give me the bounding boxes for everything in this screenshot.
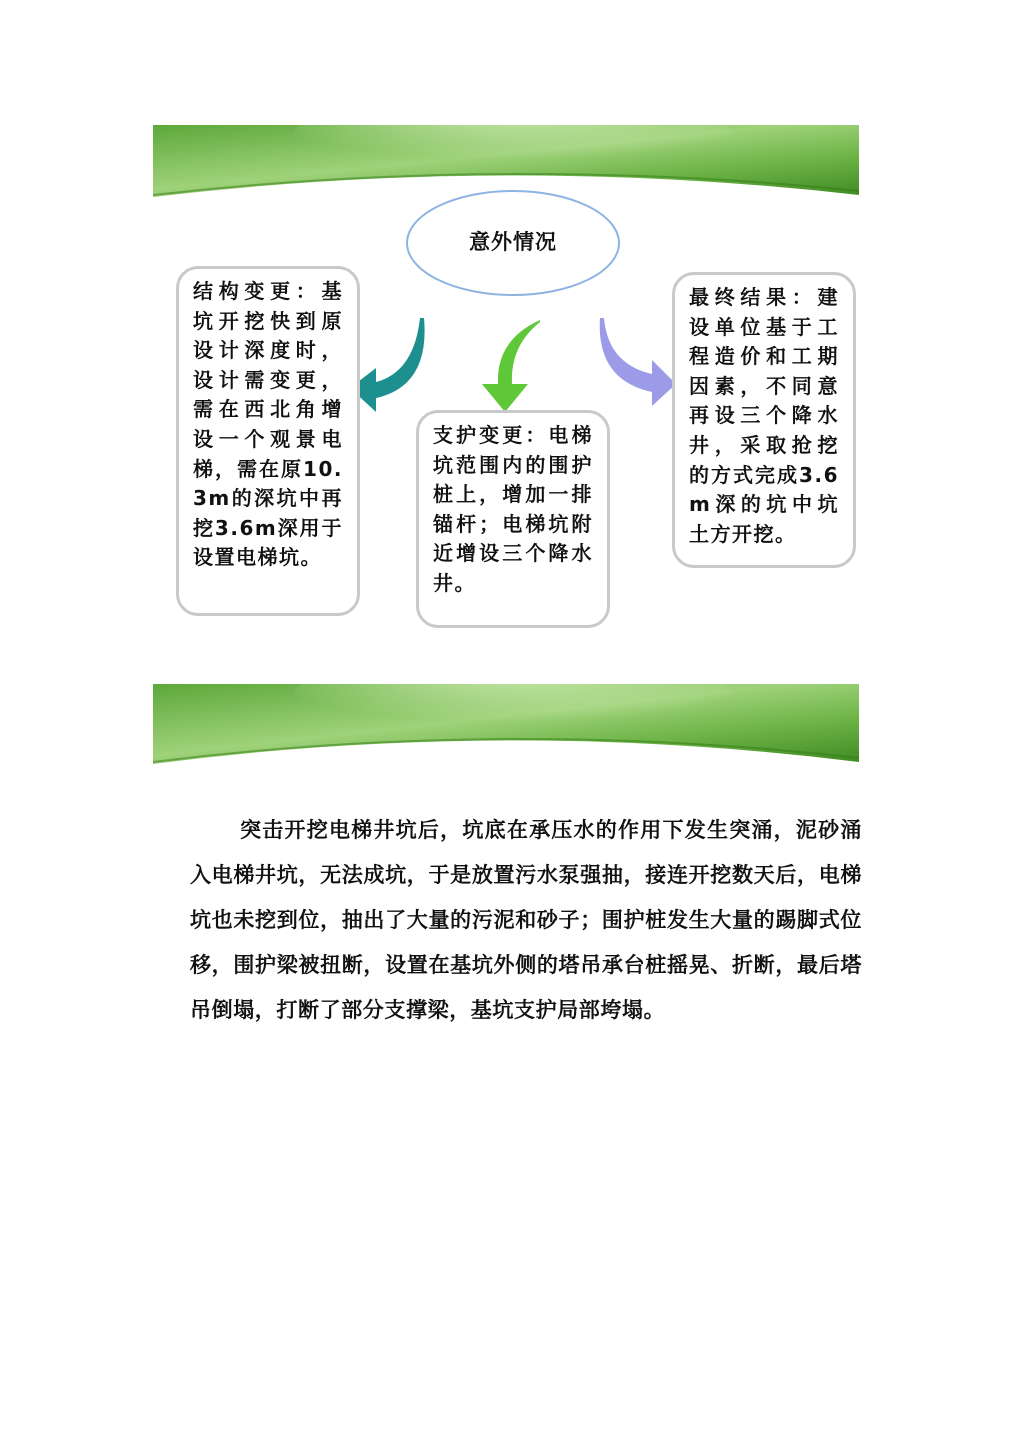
situation-diagram [0,0,1012,680]
structure-change-box: 结构变更：基坑开挖快到原设计深度时，设计需变更，需在西北角增设一个观景电梯，需在原10.3m的深坑中再挖3.6m深用于设置电梯坑。 [176,266,360,616]
support-change-box: 支护变更：电梯坑范围内的围护桩上，增加一排锚杆；电梯坑附近增设三个降水井。 [416,410,610,628]
arrow-down-icon [482,320,540,412]
arrow-left-icon [350,318,425,412]
final-result-box: 最终结果：建设单位基于工程造价和工期因素，不同意再设三个降水井，采取抢挖的方式完成3.6m深的坑中坑土方开挖。 [672,272,856,568]
leaf-banner-bottom [153,684,859,764]
body-paragraph: 突击开挖电梯井坑后，坑底在承压水的作用下发生突涌，泥砂涌入电梯井坑，无法成坑，于是放置污水泵强抽，接连开挖数天后，电梯坑也未挖到位，抽出了大量的污泥和砂子；围护桩发生大量的踢脚式位移，围护梁被扭断，设置在基坑外侧的塔吊承台桩摇晃、折断，最后塔吊倒塌，打断了部分支撑梁，基坑支护局部垮塌。 [190,818,862,1022]
center-label: 意外情况 [469,230,557,254]
arrow-right-icon [600,318,676,406]
